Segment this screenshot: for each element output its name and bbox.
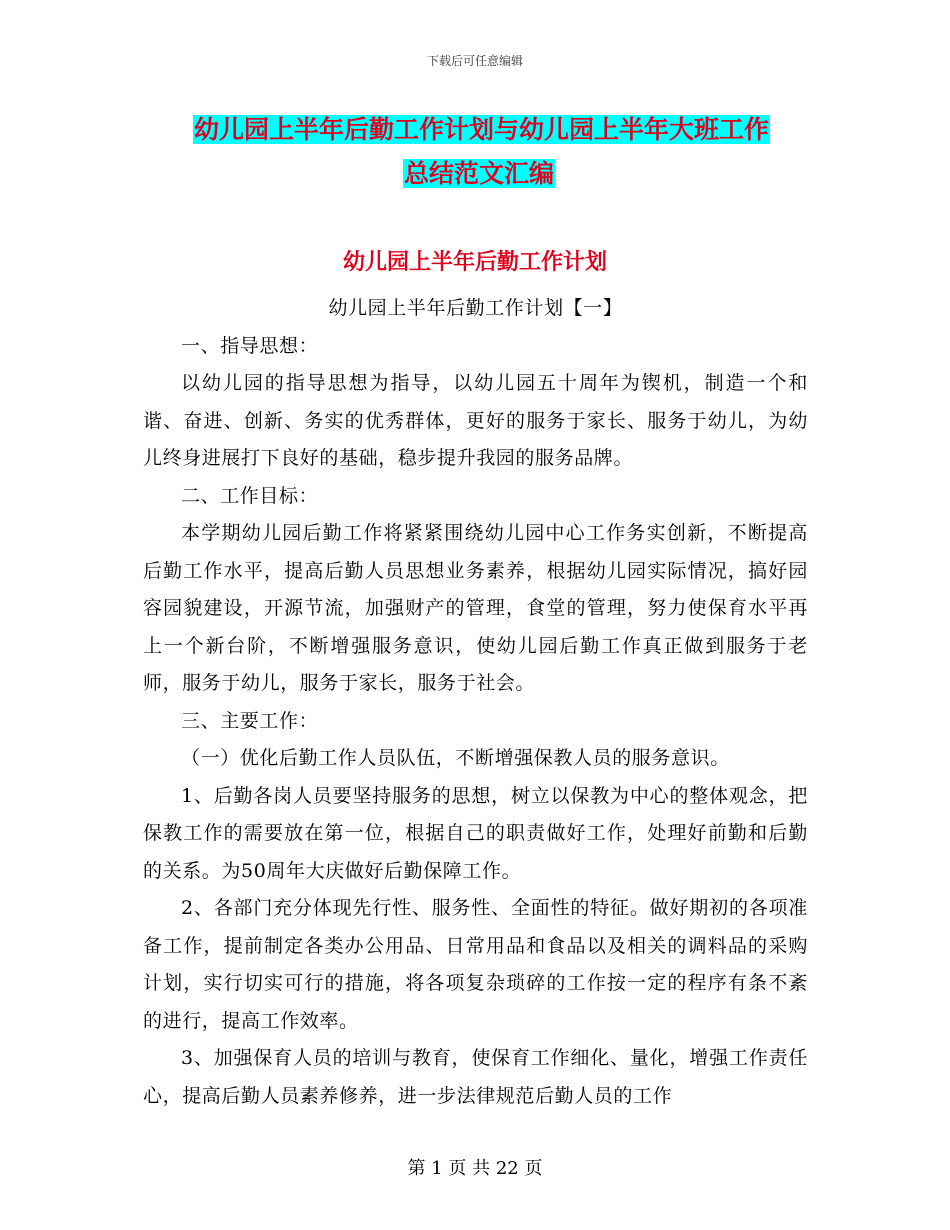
paragraph-item-3: 3、加强保育人员的培训与教育，使保育工作细化、量化，增强工作责任心，提高后勤人员素养修养，进一步法律规范后勤人员的工作 (143, 1047, 808, 1107)
paragraph-work-goals: 本学期幼儿园后勤工作将紧紧围绕幼儿园中心工作务实创新，不断提高后勤工作水平，提高后勤人员思想业务素养，根据幼儿园实际情况，搞好园容园貌建设，开源节流，加强财产的管理，食堂的管理，努力使保育水平再上一个新台阶，不断增强服务意识，使幼儿园后勤工作真正做到服务于老师，服务于幼儿，服务于家长，服务于社会。 (143, 522, 808, 694)
title-line-2 (173, 152, 785, 196)
plan-subheading: 幼儿园上半年后勤工作计划【一】 (328, 297, 623, 319)
paragraph-item-2: 2、各部门充分体现先行性、服务性、全面性的特征。做好期初的各项准备工作，提前制定各类办公用品、日常用品和食品以及相关的调料品的采购计划，实行切实可行的措施，将各项复杂琐碎的工作按一定的程序有条不紊的进行，提高工作效率。 (143, 897, 808, 1032)
heading-guiding-ideology: 一、指导思想： (181, 334, 319, 357)
paragraph-item-1: 1、后勤各岗人员要坚持服务的思想，树立以保教为中心的整体观念，把保教工作的需要放在第一位，根据自己的职责做好工作，处理好前勤和后勤的关系。为50周年大庆做好后勤保障工作。 (143, 784, 808, 882)
header-note: 下载后可任意编辑 (426, 54, 523, 68)
page-footer: 第 1 页 共 22 页 (407, 1158, 543, 1179)
section-title: 幼儿园上半年后勤工作计划 (342, 250, 607, 275)
heading-work-goals: 二、工作目标： (181, 484, 319, 507)
heading-main-work: 三、主要工作： (181, 709, 319, 732)
document-title (193, 108, 805, 196)
title-line-2-text: 总结范文汇编 (403, 159, 554, 188)
title-line-1 (193, 108, 805, 152)
title-line-1-text: 幼儿园上半年后勤工作计划与幼儿园上半年大班工作 (194, 115, 770, 144)
subheading-optimize-staff: （一）优化后勤工作人员队伍，不断增强保教人员的服务意识。 (181, 747, 730, 769)
paragraph-guiding-ideology: 以幼儿园的指导思想为指导，以幼儿园五十周年为锲机，制造一个和谐、奋进、创新、务实的优秀群体，更好的服务于家长、服务于幼儿，为幼儿终身进展打下良好的基础，稳步提升我园的服务品牌。 (143, 372, 808, 469)
document-body (143, 290, 808, 1115)
